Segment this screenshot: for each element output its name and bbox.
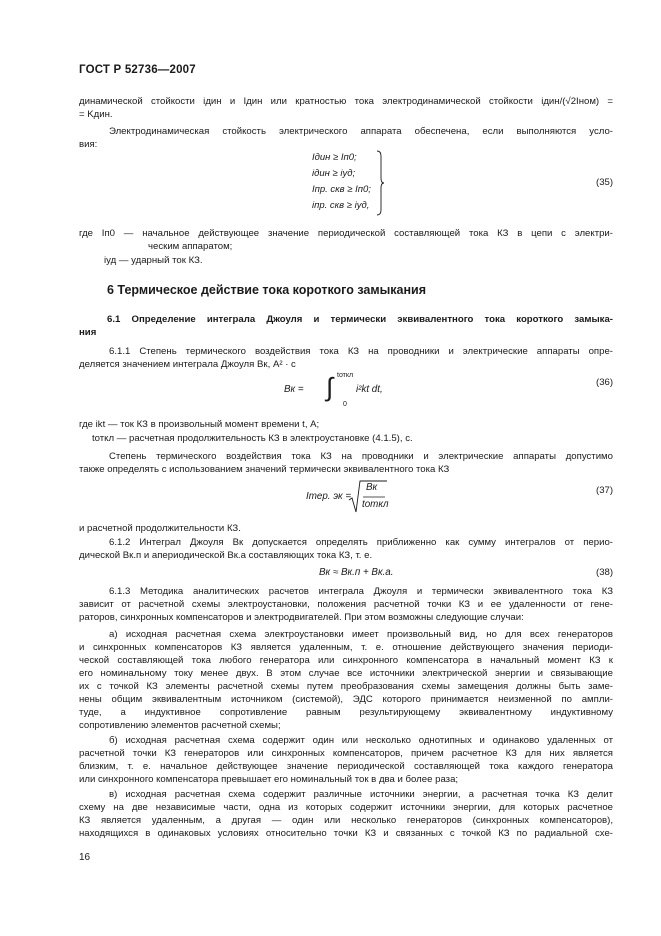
case-a-line-2: и синхронных компенсаторов КЗ является удаленным, т. е. отношение действующего значения периоди- <box>79 642 613 653</box>
equation-35-row-2: iдин ≥ iуд; <box>312 168 356 179</box>
equation-36-lhs: Bк = <box>284 384 304 395</box>
equation-35-row-1: Iдин ≥ Iп0; <box>312 152 357 163</box>
thermal-line-2: также определять с использованием значений термически эквивалентного тока КЗ <box>79 464 450 475</box>
case-a-line-1: а) исходная расчетная схема электроустановки имеет произвольный вид, но для всех генераторов <box>109 629 613 640</box>
equation-36-upper-limit: tоткл <box>337 372 354 379</box>
section-6-1-title-line-1: 6.1 Определение интеграла Джоуля и термически эквивалентного тока короткого замыка- <box>107 314 613 325</box>
where-36-line-1: где ikt — ток КЗ в произвольный момент времени t, А; <box>79 419 320 430</box>
equation-35-system <box>312 150 371 214</box>
p613-line-2: зависит от расчетной схемы электроустановки, положения расчетной точки КЗ и ее удаленности от гене- <box>79 599 613 610</box>
equation-38-number: (38) <box>596 567 614 578</box>
where-35-line-3: iуд — ударный ток КЗ. <box>104 255 203 266</box>
case-a-line-4: его номинальному току менее двух. В этом случае все источники электрической энергии и связывающие <box>79 668 613 679</box>
case-b-line-2: расчетной точки КЗ генераторов или синхронных компенсаторов, причем расчетное КЗ для них является <box>79 748 613 759</box>
case-b-line-3: близким, т. е. начальное действующее значение периодической составляющей тока каждого генератора <box>79 761 613 772</box>
case-c-line-4: находящихся в одинаковых условиях относительно точки КЗ и связанных с точкой КЗ по радиальной схе- <box>79 828 613 839</box>
case-c-line-1: в) исходная расчетная схема содержит различные источники энергии, а расчетная точка КЗ делит <box>109 789 613 800</box>
integral-sign-icon: ∫ <box>326 372 334 402</box>
p613-line-1: 6.1.3 Методика аналитических расчетов интеграла Джоуля и термически эквивалентного тока КЗ <box>109 586 613 597</box>
p611-line-1: 6.1.1 Степень термического воздействия тока КЗ на проводники и электрические аппараты опре- <box>109 346 613 357</box>
where-35-line-2: ческим аппаратом; <box>148 241 233 252</box>
case-c-line-3: КЗ является удаленным, а другая — один или несколько генераторов (синхронных компенсаторов), <box>79 815 613 826</box>
case-c-line-2: схему на две независимые части, одна из которых содержит источники энергии, для которых расчетное <box>79 802 613 813</box>
case-a-line-5: их с точкой КЗ элементы расчетной схемы путем преобразования схемы замещения должны быть заме- <box>79 681 613 692</box>
case-a-line-6: нены общим эквивалентным источником (системой), ЭДС которого принимается неизменной по ампли- <box>79 694 613 705</box>
right-brace-icon <box>376 150 384 216</box>
equation-37-numerator: Bк <box>366 482 378 493</box>
after-37: и расчетной продолжительности КЗ. <box>79 523 241 534</box>
equation-37-denominator: tоткл <box>362 499 389 510</box>
case-a-line-7: туде, а индуктивное сопротивление равным результирующему эквивалентному индуктивному <box>79 707 613 718</box>
document-code-header: ГОСТ Р 52736—2007 <box>79 64 196 76</box>
intro-line-1: динамической стойкости iдин и Iдин или кратностью тока электродинамической стойкости iдин/(√2Iном) = <box>79 96 613 107</box>
intro-p2-line-2: вия: <box>79 139 98 150</box>
section-6-title: 6 Термическое действие тока короткого замыкания <box>107 283 426 297</box>
case-a-line-3: ческой составляющей тока любого генератора или синхронного компенсатора в начальный момент КЗ к <box>79 655 613 666</box>
equation-35-row-4: iпр. скв ≥ iуд, <box>312 200 370 211</box>
case-b-line-4: или синхронного компенсатора превышает его номинальный ток в два и более раза; <box>79 774 459 785</box>
equation-36-number: (36) <box>596 377 614 388</box>
p611-line-2: деляется значением интеграла Джоуля Bк, А² · с <box>79 359 296 370</box>
equation-35-number: (35) <box>596 177 614 188</box>
equation-35-row-3: Iпр. скв ≥ Iп0; <box>312 184 371 195</box>
intro-p2-line-1: Электродинамическая стойкость электрического аппарата обеспечена, если выполняются усло- <box>109 126 613 137</box>
case-b-line-1: б) исходная расчетная схема содержит один или несколько однотипных и одинаково удаленных от <box>109 735 613 746</box>
equation-37-number: (37) <box>596 485 614 496</box>
section-6-1-title-line-2: ния <box>79 327 97 338</box>
p612-line-2: дической Bк.п и апериодической Bк.а составляющих тока КЗ, т. е. <box>79 550 373 561</box>
equation-36-lower-limit: 0 <box>343 401 347 408</box>
thermal-line-1: Степень термического воздействия тока КЗ на проводники и электрические аппараты допустимо <box>109 451 613 462</box>
equation-37-lhs: Iтер. эк = <box>306 491 352 502</box>
where-36-line-2: tоткл — расчетная продолжительность КЗ в электроустановке (4.1.5), с. <box>92 433 413 444</box>
where-35-line-1: где Iп0 — начальное действующее значение периодической составляющей тока КЗ в цепи с электри- <box>79 228 613 239</box>
page-number: 16 <box>79 852 91 863</box>
case-a-line-8: сопротивлению элементов расчетной схемы; <box>79 720 281 731</box>
p613-line-3: раторов, синхронных компенсаторов и электродвигателей. При этом возможны следующие случаи: <box>79 612 524 623</box>
intro-line-2: = Kдин. <box>79 109 113 120</box>
equation-38-expression: Bк ≈ Bк.п + Bк.а. <box>319 567 394 578</box>
p612-line-1: 6.1.2 Интеграл Джоуля Bк допускается определять приближенно как сумму интегралов от перио- <box>109 537 613 548</box>
equation-36-integrand: i²kt dt, <box>356 384 383 395</box>
